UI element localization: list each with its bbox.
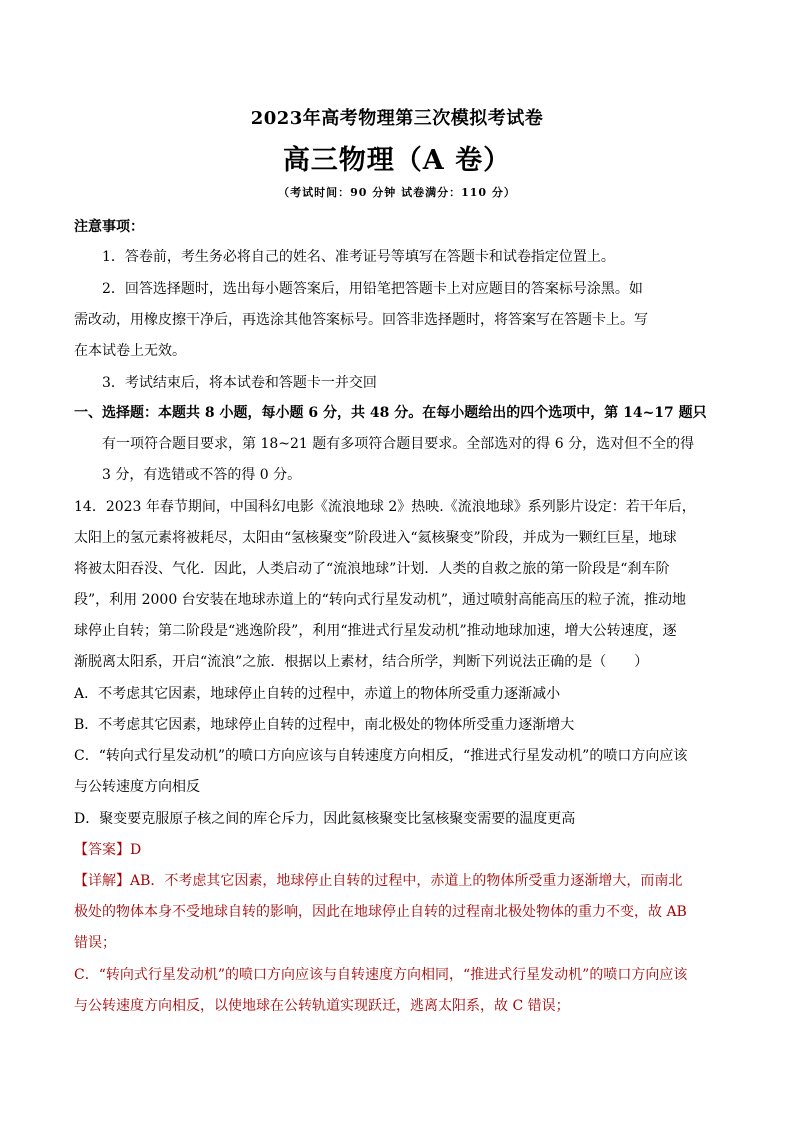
explanation-line-4: C．“转向式行星发动机”的喷口方向应该与自转速度方向相同，“推进式行星发动机”的喷口方向应该 xyxy=(74,967,688,983)
notice-item-2-line-2: 需改动，用橡皮擦干净后，再选涂其他答案标号。回答非选择题时，将答案写在答题卡上。写 xyxy=(74,312,648,328)
explanation-line-3: 错误； xyxy=(74,935,116,951)
notice-item-3: 3．考试结束后，将本试卷和答题卡一并交回 xyxy=(102,375,377,391)
option-c-line-1: C．“转向式行星发动机”的喷口方向应该与自转速度方向相反，“推进式行星发动机”的喷口方向应该 xyxy=(74,748,688,764)
explanation-line-5: 与公转速度方向相反，以使地球在公转轨道实现跃迁，逃离太阳系，故 C 错误； xyxy=(74,998,570,1014)
question-14-stem-line-6: 渐脱离太阳系，开启“流浪”之旅．根据以上素材，结合所学，判断下列说法正确的是（ ） xyxy=(74,654,649,670)
question-14-stem-line-4: 段”，利用 2000 台安装在地球赤道上的“转向式行星发动机”，通过喷射高能高压的粒子流，推动地 xyxy=(74,592,686,608)
question-14-stem-line-1: 14．2023 年春节期间，中国科幻电影《流浪地球 2》热映.《流浪地球》系列影片设定：若干年后， xyxy=(74,499,696,515)
section-1-line-3: 3 分，有选错或不答的得 0 分。 xyxy=(102,467,302,483)
option-b: B．不考虑其它因素，地球停止自转的过程中，南北极处的物体所受重力逐渐增大 xyxy=(74,717,575,733)
option-c-line-2: 与公转速度方向相反 xyxy=(74,779,200,795)
section-1-line-1: 一、选择题：本题共 8 小题，每小题 6 分，共 48 分。在每小题给出的四个选项中，第 14~17 题只 xyxy=(74,405,707,421)
question-14-stem-line-3: 将被太阳吞没、气化．因此，人类启动了“流浪地球”计划．人类的自救之旅的第一阶段是“刹车阶 xyxy=(74,561,670,577)
explanation-line-2: 极处的物体本身不受地球自转的影响，因此在地球停止自转的过程南北极处物体的重力不变，故 AB xyxy=(74,904,687,920)
question-14-stem-line-5: 球停止自转；第二阶段是“逃逸阶段”，利用“推进式行星发动机”推动地球加速，增大公转速度，逐 xyxy=(74,623,677,639)
notice-heading: 注意事项： xyxy=(74,219,144,235)
paper-title: 高三物理（A 卷） xyxy=(282,145,512,176)
option-a: A．不考虑其它因素，地球停止自转的过程中，赤道上的物体所受重力逐渐减小 xyxy=(74,686,561,702)
notice-item-1: 1．答卷前，考生务必将自己的姓名、准考证号等填写在答题卡和试卷指定位置上。 xyxy=(102,249,615,265)
question-14-stem-line-2: 太阳上的氢元素将被耗尽，太阳由“氢核聚变”阶段进入“氦核聚变”阶段，并成为一颗红巨星，地球 xyxy=(74,530,677,546)
section-1-line-2: 有一项符合题目要求，第 18~21 题有多项符合题目要求。全部选对的得 6 分，选对但不全的得 xyxy=(102,436,695,452)
exam-title: 2023年高考物理第三次模拟考试卷 xyxy=(250,108,544,129)
explanation-line-1: 【详解】AB．不考虑其它因素，地球停止自转的过程中，赤道上的物体所受重力逐渐增大，而南北 xyxy=(74,873,683,889)
answer-label: 【答案】D xyxy=(74,842,142,858)
exam-info: （考试时间：90 分钟 试卷满分：110 分） xyxy=(278,186,516,199)
notice-item-2-line-3: 在本试卷上无效。 xyxy=(74,343,186,359)
notice-item-2-line-1: 2．回答选择题时，选出每小题答案后，用铅笔把答题卡上对应题目的答案标号涂黑。如 xyxy=(102,281,643,297)
option-d: D．聚变要克服原子核之间的库仑斥力，因此氦核聚变比氢核聚变需要的温度更高 xyxy=(74,811,576,827)
